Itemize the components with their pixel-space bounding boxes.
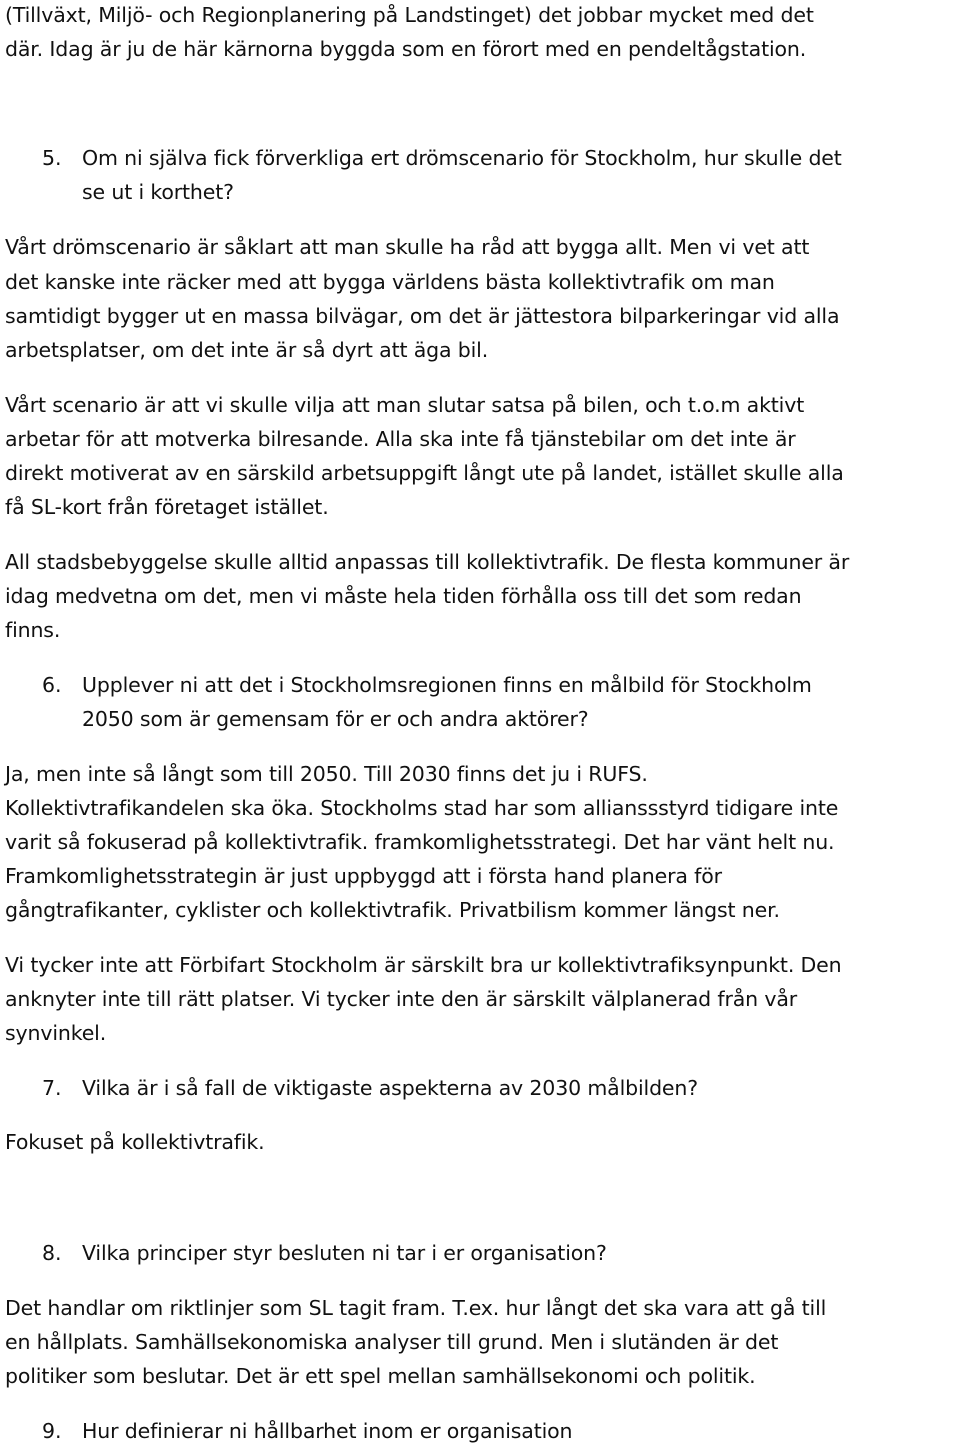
question-line: Upplever ni att det i Stockholmsregionen finns en målbild för Stockholm [82, 673, 812, 697]
question-line: se ut i korthet? [82, 180, 234, 204]
answer-line: Vi tycker inte att Förbifart Stockholm är särskilt bra ur kollektivtrafiksynpunkt. Den [5, 953, 842, 977]
answer-line: direkt motiverat av en särskild arbetsuppgift långt ute på landet, istället skulle alla [5, 461, 844, 485]
answer-line: Ja, men inte så långt som till 2050. Till 2030 finns det ju i RUFS. [5, 762, 648, 786]
question-number: 8. [42, 1241, 62, 1265]
answer-line: politiker som beslutar. Det är ett spel mellan samhällsekonomi och politik. [5, 1364, 756, 1388]
question-number: 5. [42, 146, 62, 170]
question-number: 7. [42, 1076, 62, 1100]
answer-line: synvinkel. [5, 1021, 107, 1045]
answer-line: Fokuset på kollektivtrafik. [5, 1130, 265, 1154]
answer-line: varit så fokuserad på kollektivtrafik. framkomlighetsstrategi. Det har vänt helt nu. [5, 830, 835, 854]
answer-line: samtidigt bygger ut en massa bilvägar, om det är jättestora bilparkeringar vid alla [5, 304, 840, 328]
question-line: Vilka är i så fall de viktigaste aspekterna av 2030 målbilden? [82, 1076, 698, 1100]
answer-line: idag medvetna om det, men vi måste hela tiden förhålla oss till det som redan [5, 584, 802, 608]
answer-line: få SL-kort från företaget istället. [5, 495, 329, 519]
answer-line: Vårt drömscenario är såklart att man skulle ha råd att bygga allt. Men vi vet att [5, 235, 810, 259]
answer-line: Vårt scenario är att vi skulle vilja att man slutar satsa på bilen, och t.o.m aktivt [5, 393, 805, 417]
answer-line: arbetsplatser, om det inte är så dyrt att äga bil. [5, 338, 489, 362]
answer-line: finns. [5, 618, 61, 642]
question-number: 9. [42, 1419, 62, 1443]
answer-line: arbetar för att motverka bilresande. Alla ska inte få tjänstebilar om det inte är [5, 427, 796, 451]
answer-line: Det handlar om riktlinjer som SL tagit fram. T.ex. hur långt det ska vara att gå till [5, 1296, 827, 1320]
intro-line: där. Idag är ju de här kärnorna byggda som en förort med en pendeltågstation. [5, 37, 807, 61]
question-line: 2050 som är gemensam för er och andra aktörer? [82, 707, 589, 731]
intro-line: (Tillväxt, Miljö- och Regionplanering på Landstinget) det jobbar mycket med det [5, 3, 814, 27]
question-line: Vilka principer styr besluten ni tar i er organisation? [82, 1241, 607, 1265]
question-line: Om ni själva fick förverkliga ert drömscenario för Stockholm, hur skulle det [82, 146, 842, 170]
answer-line: Kollektivtrafikandelen ska öka. Stockholms stad har som allianssstyrd tidigare inte [5, 796, 839, 820]
answer-line: en hållplats. Samhällsekonomiska analyser till grund. Men i slutänden är det [5, 1330, 779, 1354]
answer-line: Framkomlighetsstrategin är just uppbyggd att i första hand planera för [5, 864, 722, 888]
answer-line: All stadsbebyggelse skulle alltid anpassas till kollektivtrafik. De flesta kommuner är [5, 550, 850, 574]
answer-line: det kanske inte räcker med att bygga världens bästa kollektivtrafik om man [5, 270, 775, 294]
answer-line: gångtrafikanter, cyklister och kollektivtrafik. Privatbilism kommer längst ner. [5, 898, 780, 922]
question-line: Hur definierar ni hållbarhet inom er organisation [82, 1419, 573, 1443]
answer-line: anknyter inte till rätt platser. Vi tycker inte den är särskilt välplanerad från vår [5, 987, 798, 1011]
question-number: 6. [42, 673, 62, 697]
